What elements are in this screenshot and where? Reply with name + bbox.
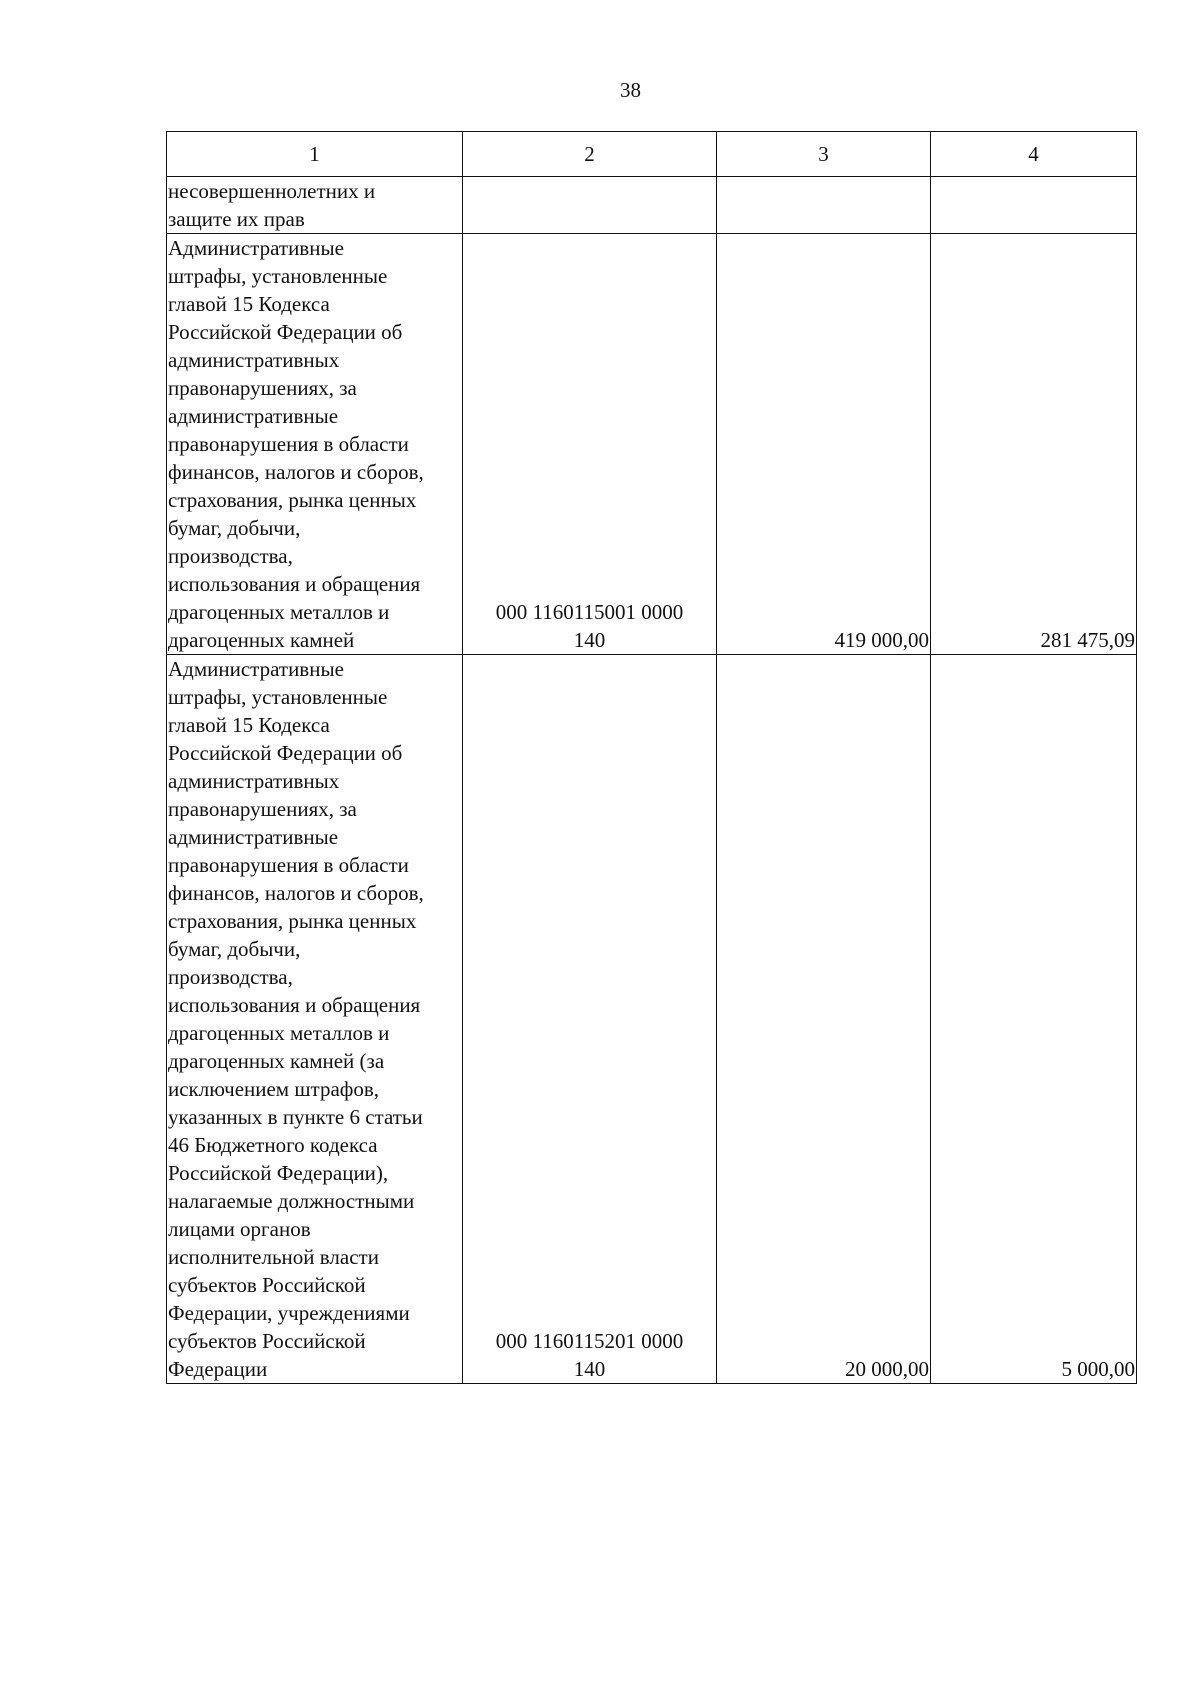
row-code-cell: 000 1160115201 0000 140: [463, 655, 717, 1384]
row-fact-cell: [931, 177, 1137, 234]
row-name-cell: Административные штрафы, установленные главой 15 Кодекса Российской Федерации об административных правонарушениях, за административные правонарушения в области финансов, налогов и сборов, страхования, рынка ценных бумаг, добычи, производства, использования и обращения драгоценных металлов и драгоценных камней: [167, 234, 463, 655]
table-row: [167, 177, 1137, 234]
row-name-cell: Административные штрафы, установленные главой 15 Кодекса Российской Федерации об административных правонарушениях, за административные правонарушения в области финансов, налогов и сборов, страхования, рынка ценных бумаг, добычи, производства, использования и обращения драгоценных металлов и драгоценных камней (за исключением штрафов, указанных в пункте 6 статьи 46 Бюджетного кодекса Российской Федерации), налагаемые должностными лицами органов исполнительной власти субъектов Российской Федерации, учреждениями субъектов Российской Федерации: [167, 655, 463, 1384]
page-number: 38: [620, 78, 641, 102]
column-header-3: 3: [717, 132, 931, 177]
row-name-cell: несовершеннолетних и защите их прав: [167, 177, 463, 234]
row-code-cell: [463, 177, 717, 234]
column-header-2: 2: [463, 132, 717, 177]
row-fact-cell: 281 475,09: [931, 234, 1137, 655]
column-header-4: 4: [931, 132, 1137, 177]
budget-revenue-table: [166, 131, 1137, 1384]
table-row: [167, 234, 1137, 655]
row-code-cell: 000 1160115001 0000 140: [463, 234, 717, 655]
row-plan-cell: [717, 177, 931, 234]
column-header-1: 1: [167, 132, 463, 177]
table-header-row: [167, 132, 1137, 177]
row-plan-cell: 419 000,00: [717, 234, 931, 655]
row-fact-cell: 5 000,00: [931, 655, 1137, 1384]
table-row: [167, 655, 1137, 1384]
row-plan-cell: 20 000,00: [717, 655, 931, 1384]
